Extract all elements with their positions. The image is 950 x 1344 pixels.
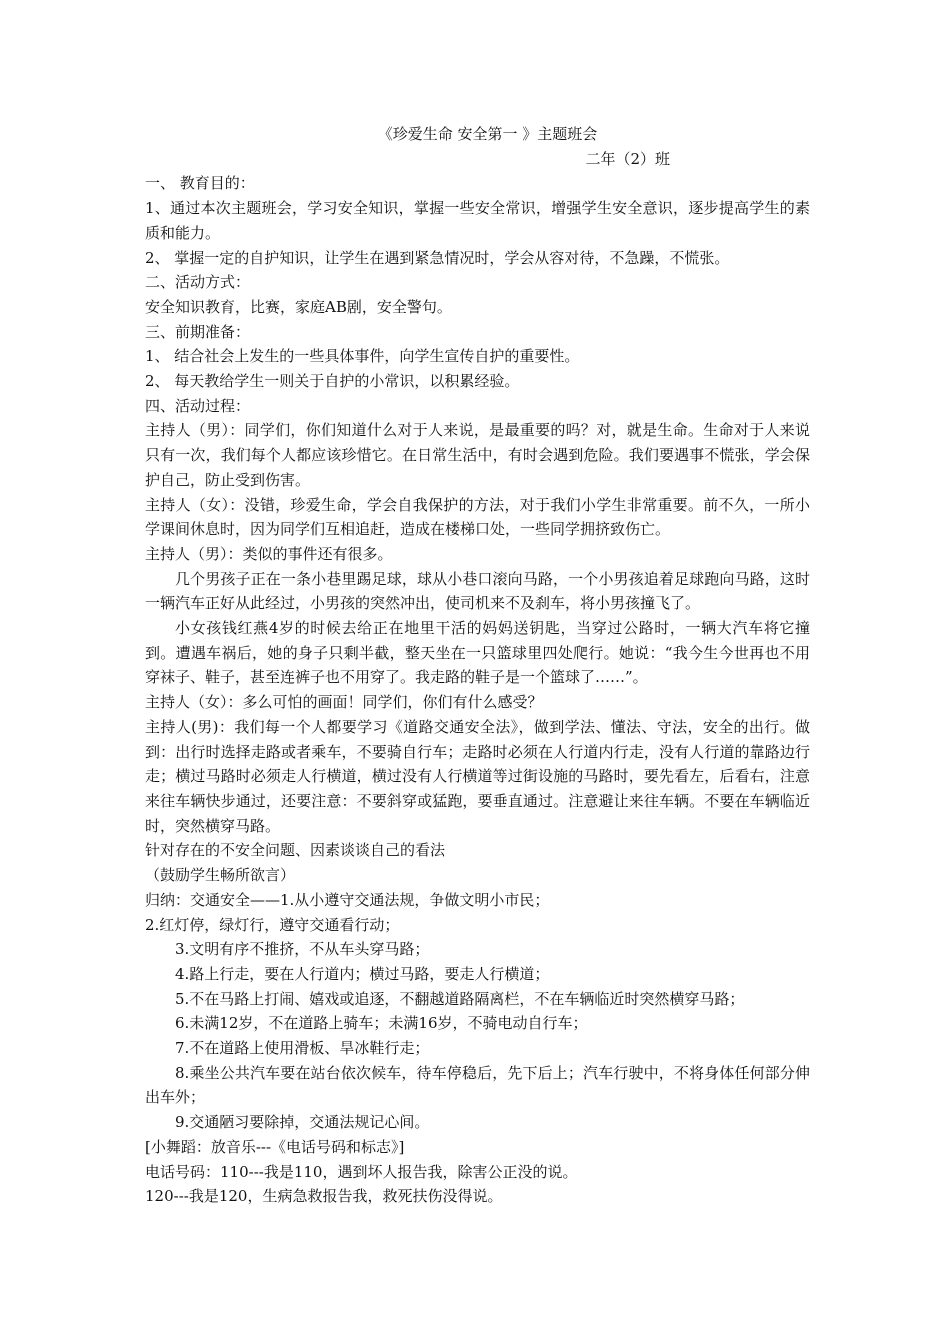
paragraph: 120---我是120，生病急救报告我，救死扶伤没得说。 — [145, 1187, 503, 1206]
paragraph: 9.交通陋习要除掉，交通法规记心间。 — [175, 1113, 430, 1132]
paragraph: 主持人（女）：多么可怕的画面！同学们，你们有什么感受？ — [145, 693, 543, 712]
paragraph: 几个男孩子正在一条小巷里踢足球，球从小巷口滚向马路，一个小男孩追着足球跑向马路，这时一辆汽车正好从此经过，小男孩的突然冲出，使司机来不及刹车，将小男孩撞飞了。 — [145, 569, 810, 613]
paragraph: 7.不在道路上使用滑板、旱冰鞋行走； — [175, 1039, 430, 1058]
paragraph: 三、前期准备： — [145, 322, 251, 341]
paragraph: 二、活动方式： — [145, 273, 251, 292]
paragraph: 归纳：交通安全——1.从小遵守交通法规，争做文明小市民； — [145, 890, 550, 909]
document-body — [145, 171, 810, 1209]
paragraph: （鼓励学生畅所欲言） — [145, 866, 296, 885]
paragraph: 2、 掌握一定的自护知识，让学生在遇到紧急情况时，学会从容对待，不急躁，不慌张。 — [145, 248, 730, 267]
document-page — [145, 118, 810, 1209]
paragraph: 主持人(男)：我们每一个人都要学习《道路交通安全法》，做到学法、懂法、守法，安全的出行。做到：出行时选择走路或者乘车，不要骑自行车；走路时必须在人行道内行走，没有人行道的靠路边行走；横过马路时必须走人行横道，横过没有人行横道等过街设施的马路时，要先看左，后看右，注意来往车辆快步通过，还要注意：不要斜穿或猛跑，要垂直通过。注意避让来往车辆。不要在车辆临近时，突然横穿马路。 — [145, 717, 810, 835]
paragraph: 电话号码：110---我是110，遇到坏人报告我，除害公正没的说。 — [145, 1162, 578, 1181]
paragraph: 2.红灯停，绿灯行，遵守交通看行动； — [145, 915, 400, 934]
document-title: 《珍爱生命 安全第一 》主题班会 — [377, 125, 598, 143]
paragraph: 2、 每天教给学生一则关于自护的小常识，以积累经验。 — [145, 372, 520, 391]
paragraph: 1、 结合社会上发生的一些具体事件，向学生宣传自护的重要性。 — [145, 347, 580, 366]
paragraph: 6.未满12岁，不在道路上骑车；未满16岁，不骑电动自行车； — [175, 1014, 588, 1033]
paragraph: 8.乘坐公共汽车要在站台依次候车，待车停稳后，先下后上；汽车行驶中，不将身体任何部分伸出车外； — [145, 1063, 810, 1107]
paragraph: 四、活动过程： — [145, 396, 251, 415]
paragraph: 主持人（男）：同学们，你们知道什么对于人来说，是最重要的吗？对，就是生命。生命对于人来说只有一次，我们每个人都应该珍惜它。在日常生活中，有时会遇到危险。我们要遇事不慌张，学会保护自己，防止受到伤害。 — [145, 421, 810, 489]
paragraph: 1、通过本次主题班会，学习安全知识，掌握一些安全常识，增强学生安全意识，逐步提高学生的素质和能力。 — [145, 199, 810, 242]
paragraph: [小舞蹈：放音乐---《电话号码和标志》] — [145, 1137, 405, 1156]
paragraph: 3.文明有序不推挤，不从车头穿马路； — [175, 940, 430, 959]
paragraph: 4.路上行走，要在人行道内；横过马路，要走人行横道； — [175, 964, 550, 983]
paragraph: 安全知识教育，比赛，家庭AB剧，安全警句。 — [145, 297, 452, 316]
paragraph: 主持人（男）：类似的事件还有很多。 — [145, 544, 393, 563]
paragraph: 5.不在马路上打闹、嬉戏或追逐，不翻越道路隔离栏，不在车辆临近时突然横穿马路； — [175, 989, 745, 1008]
paragraph: 针对存在的不安全问题、因素谈谈自己的看法 — [145, 841, 446, 860]
paragraph: 主持人（女）：没错，珍爱生命，学会自我保护的方法，对于我们小学生非常重要。前不久，一所小学课间休息时，因为同学们互相追赶，造成在楼梯口处，一些同学拥挤致伤亡。 — [145, 495, 810, 539]
paragraph: 一、 教育目的： — [145, 174, 255, 193]
class-name: 二年（2）班 — [585, 149, 670, 168]
paragraph: 小女孩钱红燕4岁的时候去给正在地里干活的妈妈送钥匙，当穿过公路时，一辆大汽车将它撞到。遭遇车祸后，她的身子只剩半截，整天坐在一只篮球里四处爬行。她说：“我今生今世再也不用穿袜子、鞋子，甚至连裤子也不用穿了。我走路的鞋子是一个篮球了……”。 — [145, 619, 810, 687]
